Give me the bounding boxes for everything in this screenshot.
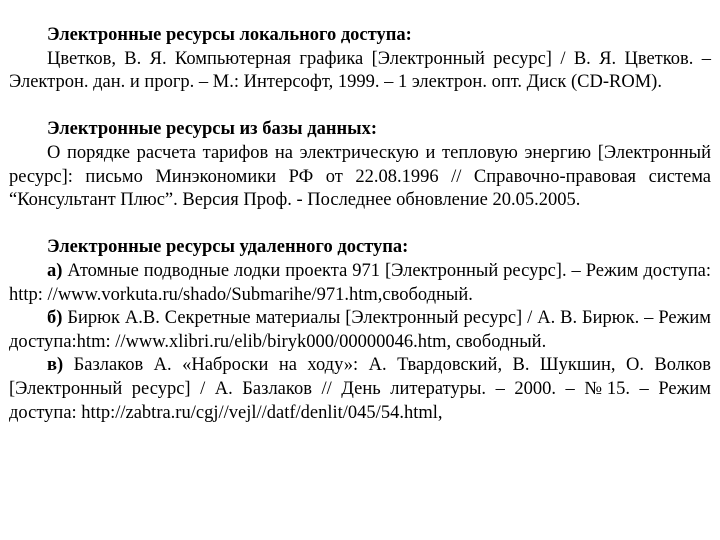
- section-heading: Электронные ресурсы удаленного доступа:: [47, 237, 409, 258]
- reference-entry: [9, 307, 711, 354]
- reference-entry: [9, 48, 711, 95]
- document-page: [9, 24, 711, 425]
- reference-text: Бирюк А.В. Секретные материалы [Электронный ресурс] / А. В. Бирюк. – Режим доступа:htm: //www.xlibri.ru/elib/biryk000/00000046.htm, свободный.: [9, 308, 712, 352]
- entry-marker: а): [47, 260, 63, 281]
- entry-marker: в): [47, 355, 64, 376]
- section-remote-access: [9, 236, 711, 425]
- reference-entry: [9, 142, 711, 213]
- reference-entry: [9, 260, 711, 307]
- reference-text: Цветков, В. Я. Компьютерная графика [Электронный ресурс] / В. Я. Цветков. – Электрон. дан. и прогр. – М.: Интерсофт, 1999. – 1 электрон. опт. Диск (CD-ROM).: [9, 48, 711, 93]
- reference-text: Атомные подводные лодки проекта 971 [Электронный ресурс]. – Режим доступа: http: //www.vorkuta.ru/shado/Submarihe/971.htm,свободный.: [9, 260, 711, 305]
- reference-entry: [9, 354, 711, 425]
- entry-marker: б): [47, 308, 63, 329]
- section-local-access: [9, 24, 711, 95]
- reference-text: О порядке расчета тарифов на электрическую и тепловую энергию [Электронный ресурс]: письмо Минэкономики РФ от 22.08.1996 // Справочно-правовая система “Консультант Плюс”. Версия Проф. - Последнее обновление 20.05.2005.: [9, 142, 711, 211]
- section-heading: Электронные ресурсы локального доступа:: [47, 25, 412, 45]
- reference-text: Базлаков А. «Наброски на ходу»: А. Твардовский, В. Шукшин, О. Волков [Электронный ресурс] / А. Базлаков // День литературы. – 2000. – №15. – Режим доступа: http://zabtra.ru/cgj//vejl//datf/denlit/045/54.html,: [9, 355, 712, 423]
- section-database: [9, 118, 711, 212]
- section-heading: Электронные ресурсы из базы данных:: [47, 119, 378, 140]
